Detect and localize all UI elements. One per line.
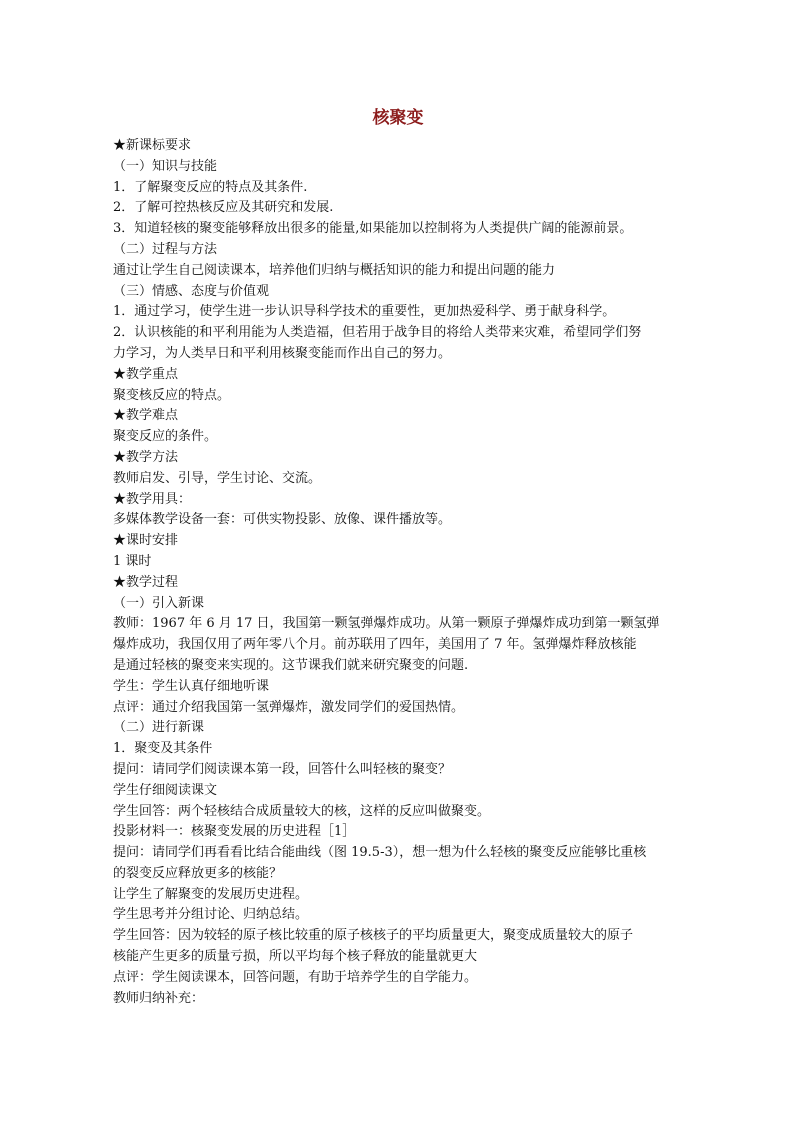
document-line: 聚变反应的条件。 (113, 429, 218, 445)
document-line: 学生回答：两个轻核结合成质量较大的核，这样的反应叫做聚变。 (113, 803, 491, 819)
document-line: 提问：请同学们再看看比结合能曲线（图 19.5-3），想一想为什么轻核的聚变反应能够比重核 (113, 845, 647, 861)
document-line: ★课时安排 (113, 533, 179, 549)
document-line: （二）过程与方法 (113, 241, 218, 257)
document-line: 聚变核反应的特点。 (113, 387, 231, 403)
document-line: 投影材料一：核聚变发展的历史进程［1］ (113, 824, 356, 840)
document-line: ★教学用具： (113, 491, 192, 507)
document-line: 2．了解可控热核反应及其研究和发展. (113, 200, 334, 216)
document-line: 教师：1967 年 6 月 17 日，我国第一颗氢弹爆炸成功。从第一颗原子弹爆炸成功到第一颗氢弹 (113, 616, 660, 632)
document-line: 1 课时 (113, 553, 152, 569)
document-line: 3．知道轻核的聚变能够释放出很多的能量,如果能加以控制将为人类提供广阔的能源前景。 (113, 221, 633, 237)
document-line: 的裂变反应释放更多的核能？ (113, 865, 283, 881)
document-line: 爆炸成功，我国仅用了两年零八个月。前苏联用了四年，美国用了 7 年。氢弹爆炸释放核能 (113, 637, 637, 653)
document-line: （三）情感、态度与价值观 (113, 283, 270, 299)
document-line: 1．聚变及其条件 (113, 741, 213, 757)
document-line: 通过让学生自己阅读课本，培养他们归纳与概括知识的能力和提出问题的能力 (113, 262, 556, 278)
document-line: 提问：请同学们阅读课本第一段，回答什么叫轻核的聚变？ (113, 761, 452, 777)
document-line: 是通过轻核的聚变来实现的。这节课我们就来研究聚变的问题. (113, 657, 469, 673)
document-line: 1．通过学习，使学生进一步认识导科学技术的重要性，更加热爱科学、勇于献身科学。 (113, 304, 616, 320)
document-line: ★教学难点 (113, 408, 179, 424)
document-line: 让学生了解聚变的发展历史进程。 (113, 886, 309, 902)
document-line: 教师启发、引导，学生讨论、交流。 (113, 470, 322, 486)
document-line: 学生仔细阅读课文 (113, 782, 218, 798)
document-page (113, 104, 683, 1009)
document-line: 多媒体教学设备一套：可供实物投影、放像、课件播放等。 (113, 512, 452, 528)
document-line: 点评：通过介绍我国第一氢弹爆炸，激发同学们的爱国热情。 (113, 699, 465, 715)
document-line: 学生回答：因为较轻的原子核比较重的原子核核子的平均质量更大，聚变成质量较大的原子 (113, 928, 634, 944)
document-body (113, 136, 683, 1009)
document-line: 学生：学生认真仔细地听课 (113, 678, 270, 694)
document-line: 1．了解聚变反应的特点及其条件. (113, 179, 308, 195)
document-line: （一）引入新课 (113, 595, 205, 611)
document-line: 教师归纳补充： (113, 990, 205, 1006)
document-line: 学生思考并分组讨论、归纳总结。 (113, 907, 309, 923)
document-line: ★教学过程 (113, 574, 179, 590)
document-line: 2．认识核能的和平利用能为人类造福，但若用于战争目的将给人类带来灾难，希望同学们努 (113, 325, 642, 341)
document-line: （二）进行新课 (113, 720, 205, 736)
document-line: （一）知识与技能 (113, 158, 218, 174)
document-line: ★教学重点 (113, 366, 179, 382)
document-line: 力学习，为人类早日和平利用核聚变能而作出自己的努力。 (113, 345, 452, 361)
document-line: 核能产生更多的质量亏损，所以平均每个核子释放的能量就更大 (113, 949, 478, 965)
document-title: 核聚变 (372, 108, 424, 128)
document-line: ★教学方法 (113, 449, 179, 465)
document-line: ★新课标要求 (113, 138, 192, 153)
document-line: 点评：学生阅读课本，回答问题，有助于培养学生的自学能力。 (113, 969, 478, 985)
